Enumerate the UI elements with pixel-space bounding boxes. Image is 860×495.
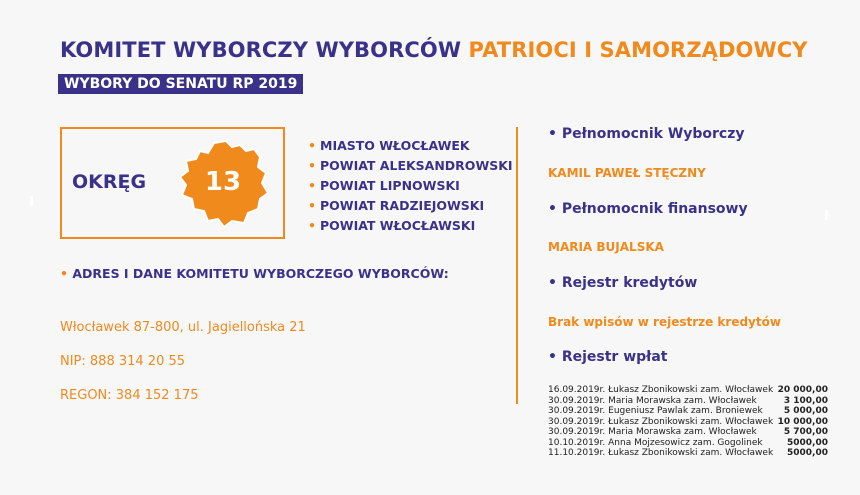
list-item: • POWIAT RADZIEJOWSKI bbox=[308, 198, 485, 213]
title-party: PATRIOCI I SAMORZĄDOWCY bbox=[468, 38, 808, 62]
column-divider bbox=[516, 127, 518, 404]
financial-agent-heading: • Pełnomocnik finansowy bbox=[548, 201, 748, 217]
table-row: 30.09.2019r. Maria Morawska zam. Włocławek 5 700,00 bbox=[548, 427, 828, 437]
credit-register-value: Brak wpisów w rejestrze kredytów bbox=[548, 315, 781, 329]
election-agent-name: KAMIL PAWEŁ STĘCZNY bbox=[548, 166, 706, 180]
district-box bbox=[60, 127, 285, 239]
county-list bbox=[308, 136, 513, 236]
list-item: • POWIAT WŁOCŁAWSKI bbox=[308, 218, 476, 233]
bullet-icon: • bbox=[308, 218, 316, 233]
list-item: • POWIAT ALEKSANDROWSKI bbox=[308, 158, 513, 173]
title-committee: KOMITET WYBORCZY WYBORCÓW bbox=[60, 38, 462, 62]
nip-text: NIP: 888 314 20 55 bbox=[60, 354, 186, 369]
edge-mark bbox=[30, 196, 33, 206]
table-row: 16.09.2019r. Łukasz Zbonikowski zam. Włocławek 20 000,00 bbox=[548, 385, 828, 395]
payments-register-heading: • Rejestr wpłat bbox=[548, 349, 668, 365]
payments-table bbox=[548, 385, 828, 459]
table-row: 11.10.2019r. Łukasz Zbonikowski zam. Włocławek 5000,00 bbox=[548, 448, 828, 458]
credit-register-heading: • Rejestr kredytów bbox=[548, 275, 698, 291]
bullet-icon: • bbox=[308, 178, 316, 193]
regon-text: REGON: 384 152 175 bbox=[60, 388, 199, 403]
election-agent-heading: • Pełnomocnik Wyborczy bbox=[548, 126, 745, 142]
table-row: 30.09.2019r. Łukasz Zbonikowski zam. Włocławek 10 000,00 bbox=[548, 416, 828, 427]
financial-agent-name: MARIA BUJALSKA bbox=[548, 240, 664, 254]
table-row: 30.09.2019r. Eugeniusz Pawlak zam. Broniewek 5 000,00 bbox=[548, 406, 828, 416]
page-title bbox=[60, 38, 808, 62]
edge-mark bbox=[825, 210, 828, 220]
table-row: 30.09.2019r. Maria Morawska zam. Włocławek 3 100,00 bbox=[548, 395, 828, 406]
table-row: 10.10.2019r. Anna Mojzesowicz zam. Gogolinek 5000,00 bbox=[548, 437, 828, 448]
address-text: Włocławek 87-800, ul. Jagiellońska 21 bbox=[60, 320, 306, 335]
list-item: • MIASTO WŁOCŁAWEK bbox=[308, 138, 470, 153]
list-item: • POWIAT LIPNOWSKI bbox=[308, 178, 460, 193]
bullet-icon: • bbox=[308, 158, 316, 173]
district-number: 13 bbox=[204, 167, 242, 197]
address-heading: • ADRES I DANE KOMITETU WYBORCZEGO WYBORCÓW: bbox=[60, 266, 449, 281]
bullet-icon: • bbox=[308, 198, 316, 213]
election-banner: WYBORY DO SENATU RP 2019 bbox=[58, 74, 303, 94]
bullet-icon: • bbox=[60, 266, 68, 281]
district-label: OKRĘG bbox=[72, 171, 147, 193]
bullet-icon: • bbox=[308, 138, 316, 153]
